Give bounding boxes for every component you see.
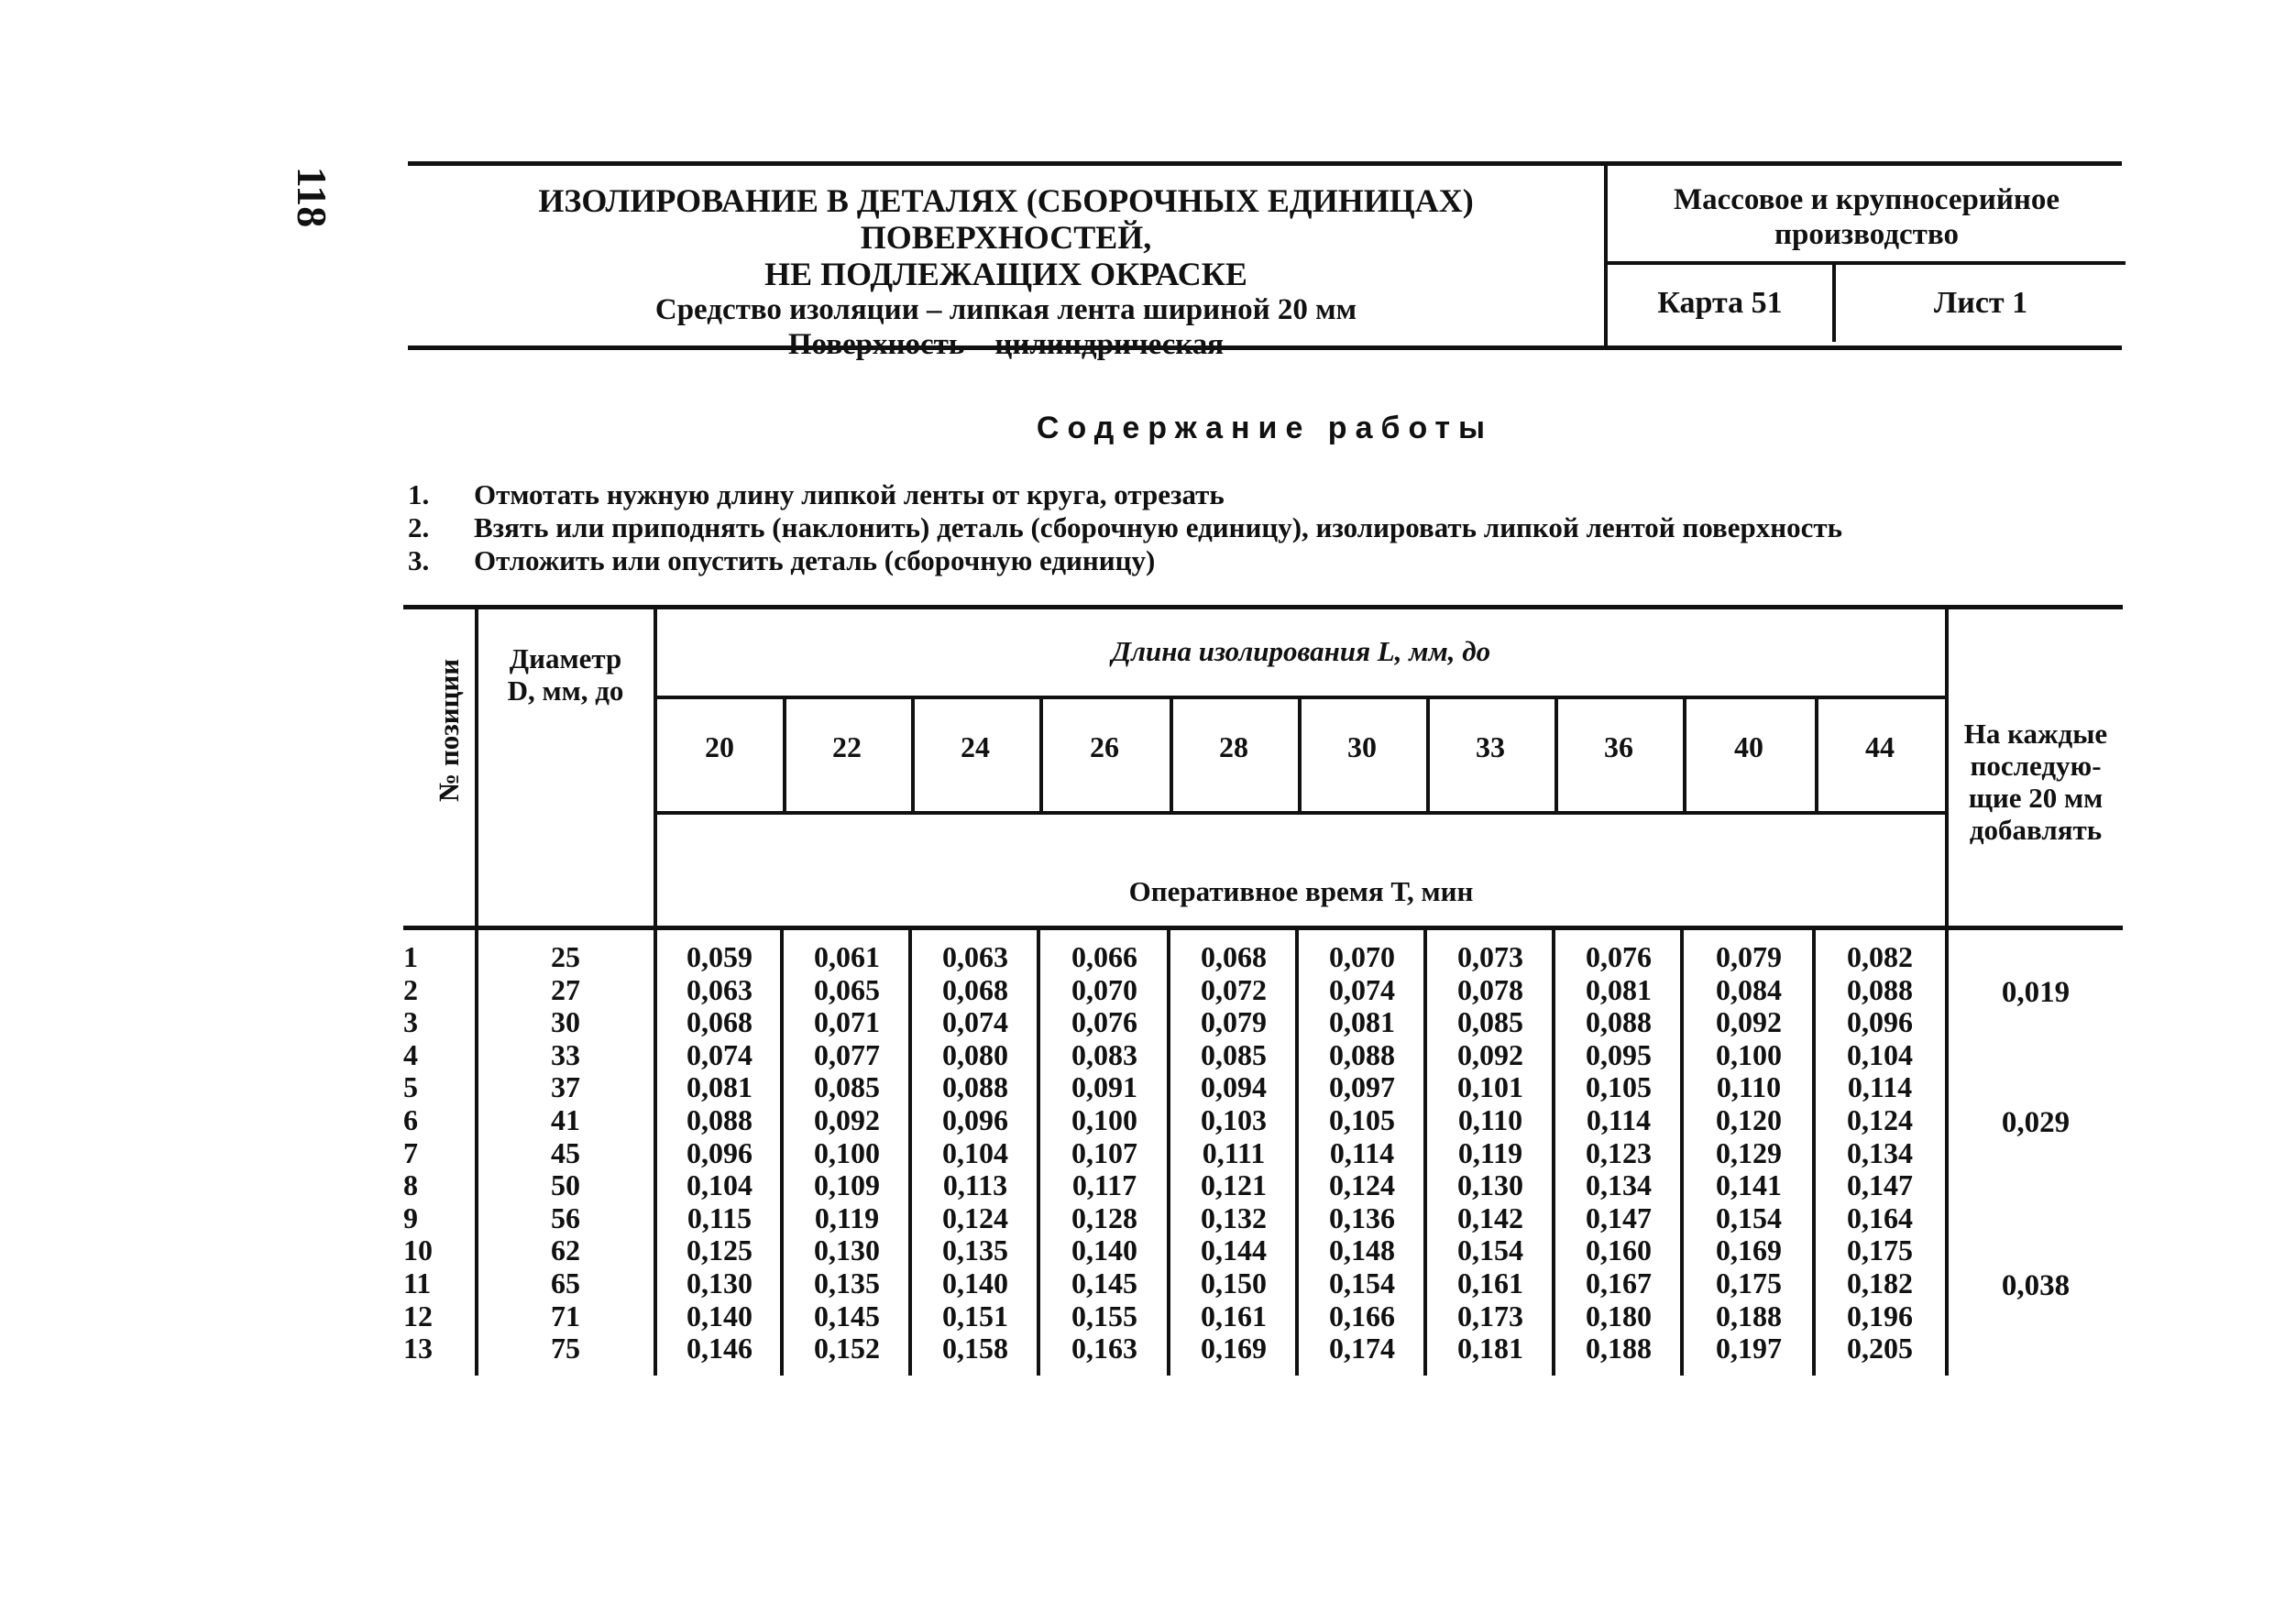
time-value-cell: 0,128: [1071, 1201, 1137, 1234]
time-value-cell: 0,083: [1071, 1037, 1137, 1071]
time-value-cell: 0,160: [1586, 1234, 1652, 1267]
header-title-block: [408, 166, 1604, 361]
diameter-cell: 33: [551, 1037, 580, 1071]
step-number: 3.: [408, 544, 430, 576]
diameter-cell: 41: [551, 1102, 580, 1136]
time-value-cell: 0,123: [1586, 1135, 1652, 1169]
time-value-cell: 0,197: [1716, 1332, 1782, 1365]
work-content-title: Содержание работы: [1036, 411, 1494, 445]
time-value-cell: 0,076: [1586, 940, 1652, 973]
diameter-cell: 62: [551, 1234, 580, 1267]
production-line-1: Массовое и крупносерийное: [1673, 183, 2060, 216]
time-value-cell: 0,140: [942, 1266, 1008, 1299]
operating-time-header: Оперативное время Т, мин: [1128, 875, 1474, 907]
time-value-cell: 0,134: [1586, 1168, 1652, 1202]
time-value-column: [1043, 941, 1166, 1365]
time-value-cell: 0,070: [1071, 972, 1137, 1006]
time-value-cell: 0,154: [1457, 1234, 1523, 1267]
position-cell: 1: [403, 940, 418, 973]
time-value-cell: 0,161: [1201, 1299, 1267, 1332]
time-value-cell: 0,163: [1071, 1332, 1137, 1365]
title-line-2: НЕ ПОДЛЕЖАЩИХ ОКРАСКЕ: [764, 256, 1247, 292]
time-value-cell: 0,166: [1329, 1299, 1395, 1332]
time-value-cell: 0,169: [1201, 1332, 1267, 1365]
work-step: [408, 478, 2122, 511]
time-value-cell: 0,169: [1716, 1234, 1782, 1267]
time-value-cell: 0,088: [687, 1102, 753, 1136]
step-text: Отложить или опустить деталь (сборочную единицу): [474, 544, 1156, 576]
time-value-cell: 0,120: [1716, 1102, 1782, 1136]
time-value-cell: 0,088: [1586, 1005, 1652, 1039]
time-value-cell: 0,154: [1716, 1201, 1782, 1234]
sheet-number: Лист 1: [1933, 286, 2028, 320]
time-value-cell: 0,059: [687, 940, 753, 973]
time-value-cell: 0,151: [942, 1299, 1008, 1332]
time-value-cell: 0,119: [1457, 1135, 1523, 1169]
time-value-cell: 0,061: [814, 940, 880, 973]
time-value-cell: 0,130: [687, 1266, 753, 1299]
time-value-cell: 0,114: [1586, 1102, 1652, 1136]
time-value-cell: 0,103: [1201, 1102, 1267, 1136]
time-value-cell: 0,074: [1329, 972, 1395, 1006]
diameter-cell: 30: [551, 1005, 580, 1039]
time-value-cell: 0,135: [942, 1234, 1008, 1267]
time-value-cell: 0,107: [1071, 1135, 1137, 1169]
time-value-cell: 0,110: [1457, 1102, 1523, 1136]
subtitle-insulation: Средство изоляции – липкая лента шириной 20 мм: [654, 293, 1357, 326]
time-value-cell: 0,092: [1457, 1037, 1523, 1071]
time-value-cell: 0,104: [942, 1135, 1008, 1169]
time-value-cell: 0,121: [1201, 1168, 1267, 1202]
time-value-cell: 0,136: [1329, 1201, 1395, 1234]
diameter-header-line: Диаметр: [509, 642, 622, 674]
time-value-cell: 0,111: [1202, 1135, 1266, 1169]
position-cell: 7: [403, 1135, 418, 1169]
position-cell: 2: [403, 972, 418, 1006]
time-value-cell: 0,104: [687, 1168, 753, 1202]
time-value-cell: 0,109: [814, 1168, 880, 1202]
time-value-cell: 0,141: [1716, 1168, 1782, 1202]
extra-time-value: 0,019: [2001, 975, 2071, 1009]
extra-time-value: 0,038: [2001, 1269, 2071, 1302]
time-value-cell: 0,070: [1329, 940, 1395, 973]
length-column-header: 24: [961, 730, 990, 763]
time-value-cell: 0,130: [814, 1234, 880, 1267]
length-header: Длина изолирования L, мм, до: [1111, 635, 1491, 667]
time-value-cell: 0,140: [687, 1299, 753, 1332]
time-value-cell: 0,081: [1586, 972, 1652, 1006]
time-value-cell: 0,094: [1201, 1070, 1267, 1104]
operating-time-table: [403, 605, 2123, 1376]
time-value-cell: 0,074: [942, 1005, 1008, 1039]
time-value-cell: 0,082: [1847, 940, 1913, 973]
length-column-header: 22: [832, 730, 862, 763]
header-meta-block: [1604, 166, 2126, 345]
time-value-cell: 0,142: [1457, 1201, 1523, 1234]
diameter-cell: 65: [551, 1266, 580, 1299]
time-value-cell: 0,125: [687, 1234, 753, 1267]
diameter-cell: 37: [551, 1070, 580, 1104]
time-value-cell: 0,114: [1847, 1070, 1913, 1104]
time-value-cell: 0,144: [1201, 1234, 1267, 1267]
time-value-cell: 0,096: [687, 1135, 753, 1169]
step-text: Отмотать нужную длину липкой ленты от круга, отрезать: [474, 478, 1225, 510]
time-value-cell: 0,085: [1457, 1005, 1523, 1039]
step-number: 2.: [408, 511, 430, 543]
time-value-column: [1302, 941, 1423, 1365]
time-value-cell: 0,132: [1201, 1201, 1267, 1234]
time-value-cell: 0,076: [1071, 1005, 1137, 1039]
time-value-cell: 0,154: [1329, 1266, 1395, 1299]
time-value-cell: 0,101: [1457, 1070, 1523, 1104]
time-value-column: [915, 941, 1036, 1365]
diameter-cell: 45: [551, 1135, 580, 1169]
extra-per-20mm-header: [1949, 718, 2123, 846]
time-value-cell: 0,085: [1201, 1037, 1267, 1071]
time-value-cell: 0,180: [1586, 1299, 1652, 1332]
time-value-cell: 0,096: [1847, 1005, 1913, 1039]
time-value-cell: 0,114: [1329, 1135, 1395, 1169]
time-value-column: [1430, 941, 1551, 1365]
diameter-header: [478, 642, 653, 707]
work-steps: [408, 478, 2122, 577]
time-value-cell: 0,073: [1457, 940, 1523, 973]
production-line-2: производство: [1774, 218, 1959, 251]
step-text: Взять или приподнять (наклонить) деталь (сборочную единицу), изолировать липкой лентой поверхность: [474, 511, 1842, 543]
time-value-cell: 0,117: [1071, 1168, 1137, 1202]
time-value-cell: 0,063: [942, 940, 1008, 973]
time-value-cell: 0,068: [1201, 940, 1267, 973]
production-type: [1608, 166, 2126, 265]
time-value-cell: 0,119: [814, 1201, 880, 1234]
time-value-cell: 0,080: [942, 1037, 1008, 1071]
subtitle-surface: Поверхность – цилиндрическая: [787, 328, 1225, 361]
time-value-cell: 0,130: [1457, 1168, 1523, 1202]
time-value-cell: 0,135: [814, 1266, 880, 1299]
extra-header-line: щие 20 мм: [1968, 782, 2104, 814]
time-value-cell: 0,148: [1329, 1234, 1395, 1267]
document-header: [408, 161, 2122, 361]
time-value-cell: 0,100: [1071, 1102, 1137, 1136]
time-value-cell: 0,175: [1716, 1266, 1782, 1299]
length-column-header: 36: [1604, 730, 1633, 763]
time-value-cell: 0,150: [1201, 1266, 1267, 1299]
position-cell: 13: [403, 1332, 433, 1365]
time-value-cell: 0,161: [1457, 1266, 1523, 1299]
extra-header-line: На каждые: [1963, 718, 2108, 750]
time-value-cell: 0,124: [1847, 1102, 1913, 1136]
diameter-cell: 25: [551, 940, 580, 973]
time-value-cell: 0,113: [942, 1168, 1008, 1202]
time-value-cell: 0,097: [1329, 1070, 1395, 1104]
time-value-cell: 0,188: [1716, 1299, 1782, 1332]
time-value-cell: 0,124: [942, 1201, 1008, 1234]
time-value-cell: 0,066: [1071, 940, 1137, 973]
position-column: [403, 941, 449, 1365]
time-value-cell: 0,088: [942, 1070, 1008, 1104]
time-value-cell: 0,081: [687, 1070, 753, 1104]
time-value-cell: 0,110: [1716, 1070, 1782, 1104]
time-value-cell: 0,088: [1329, 1037, 1395, 1071]
time-value-cell: 0,182: [1847, 1266, 1913, 1299]
diameter-cell: 71: [551, 1299, 580, 1332]
time-value-cell: 0,147: [1586, 1201, 1652, 1234]
length-column-header: 33: [1476, 730, 1505, 763]
time-value-cell: 0,146: [687, 1332, 753, 1365]
time-value-cell: 0,158: [942, 1332, 1008, 1365]
length-column-header: 20: [705, 730, 734, 763]
time-value-cell: 0,079: [1201, 1005, 1267, 1039]
position-cell: 11: [403, 1266, 432, 1299]
position-header: № позиции: [433, 658, 465, 802]
extra-header-line: добавлять: [1969, 814, 2103, 846]
position-cell: 9: [403, 1201, 418, 1234]
time-value-cell: 0,164: [1847, 1201, 1913, 1234]
time-value-column: [1558, 941, 1679, 1365]
time-value-cell: 0,145: [814, 1299, 880, 1332]
time-value-cell: 0,081: [1329, 1005, 1395, 1039]
length-column-header: 40: [1734, 730, 1763, 763]
position-cell: 3: [403, 1005, 418, 1039]
position-cell: 10: [403, 1234, 433, 1267]
time-value-cell: 0,088: [1847, 972, 1913, 1006]
diameter-header-line: D, мм, до: [507, 674, 624, 707]
position-cell: 8: [403, 1168, 418, 1202]
time-value-cell: 0,074: [687, 1037, 753, 1071]
title-line-1: ИЗОЛИРОВАНИЕ В ДЕТАЛЯХ (СБОРОЧНЫХ ЕДИНИЦАХ) ПОВЕРХНОСТЕЙ,: [538, 182, 1474, 256]
time-value-cell: 0,173: [1457, 1299, 1523, 1332]
time-value-cell: 0,068: [687, 1005, 753, 1039]
time-value-cell: 0,147: [1847, 1168, 1913, 1202]
page-number: 118: [289, 166, 335, 228]
time-value-cell: 0,196: [1847, 1299, 1913, 1332]
time-value-cell: 0,100: [1716, 1037, 1782, 1071]
diameter-cell: 75: [551, 1332, 580, 1365]
position-cell: 4: [403, 1037, 418, 1071]
work-step: [408, 511, 2122, 544]
diameter-cell: 56: [551, 1201, 580, 1234]
time-value-cell: 0,134: [1847, 1135, 1913, 1169]
time-value-column: [660, 941, 779, 1365]
length-column-header: 28: [1219, 730, 1248, 763]
time-value-cell: 0,071: [814, 1005, 880, 1039]
time-value-column: [1818, 941, 1941, 1365]
length-column-header: 26: [1090, 730, 1119, 763]
time-value-column: [1686, 941, 1811, 1365]
time-value-cell: 0,155: [1071, 1299, 1137, 1332]
extra-time-value: 0,029: [2001, 1106, 2071, 1139]
time-value-cell: 0,105: [1586, 1070, 1652, 1104]
time-value-cell: 0,105: [1329, 1102, 1395, 1136]
time-value-cell: 0,092: [1716, 1005, 1782, 1039]
time-value-column: [786, 941, 907, 1365]
time-value-cell: 0,124: [1329, 1168, 1395, 1202]
time-value-cell: 0,091: [1071, 1070, 1137, 1104]
time-value-cell: 0,063: [687, 972, 753, 1006]
time-value-cell: 0,181: [1457, 1332, 1523, 1365]
time-value-cell: 0,167: [1586, 1266, 1652, 1299]
time-value-cell: 0,077: [814, 1037, 880, 1071]
time-value-cell: 0,072: [1201, 972, 1267, 1006]
time-value-cell: 0,068: [942, 972, 1008, 1006]
time-value-cell: 0,188: [1586, 1332, 1652, 1365]
time-value-cell: 0,095: [1586, 1037, 1652, 1071]
position-cell: 6: [403, 1102, 418, 1136]
time-value-cell: 0,115: [687, 1201, 753, 1234]
time-value-cell: 0,079: [1716, 940, 1782, 973]
diameter-column: [478, 941, 653, 1365]
time-value-cell: 0,140: [1071, 1234, 1137, 1267]
position-cell: 12: [403, 1299, 433, 1332]
diameter-cell: 50: [551, 1168, 580, 1202]
step-number: 1.: [408, 478, 430, 510]
time-value-cell: 0,129: [1716, 1135, 1782, 1169]
card-number: Карта 51: [1608, 265, 1836, 342]
work-step: [408, 544, 2122, 577]
time-value-cell: 0,085: [814, 1070, 880, 1104]
extra-header-line: последую-: [1970, 750, 2102, 782]
time-value-cell: 0,205: [1847, 1332, 1913, 1365]
time-value-cell: 0,175: [1847, 1234, 1913, 1267]
time-value-cell: 0,078: [1457, 972, 1523, 1006]
time-value-cell: 0,096: [942, 1102, 1008, 1136]
diameter-cell: 27: [551, 972, 580, 1006]
time-value-cell: 0,145: [1071, 1266, 1137, 1299]
length-column-header: 30: [1347, 730, 1377, 763]
time-value-column: [1173, 941, 1294, 1365]
time-value-cell: 0,104: [1847, 1037, 1913, 1071]
time-value-cell: 0,152: [814, 1332, 880, 1365]
time-value-cell: 0,100: [814, 1135, 880, 1169]
time-value-cell: 0,084: [1716, 972, 1782, 1006]
time-value-cell: 0,065: [814, 972, 880, 1006]
position-cell: 5: [403, 1070, 418, 1104]
time-value-cell: 0,174: [1329, 1332, 1395, 1365]
time-value-cell: 0,092: [814, 1102, 880, 1136]
length-column-header: 44: [1865, 730, 1895, 763]
